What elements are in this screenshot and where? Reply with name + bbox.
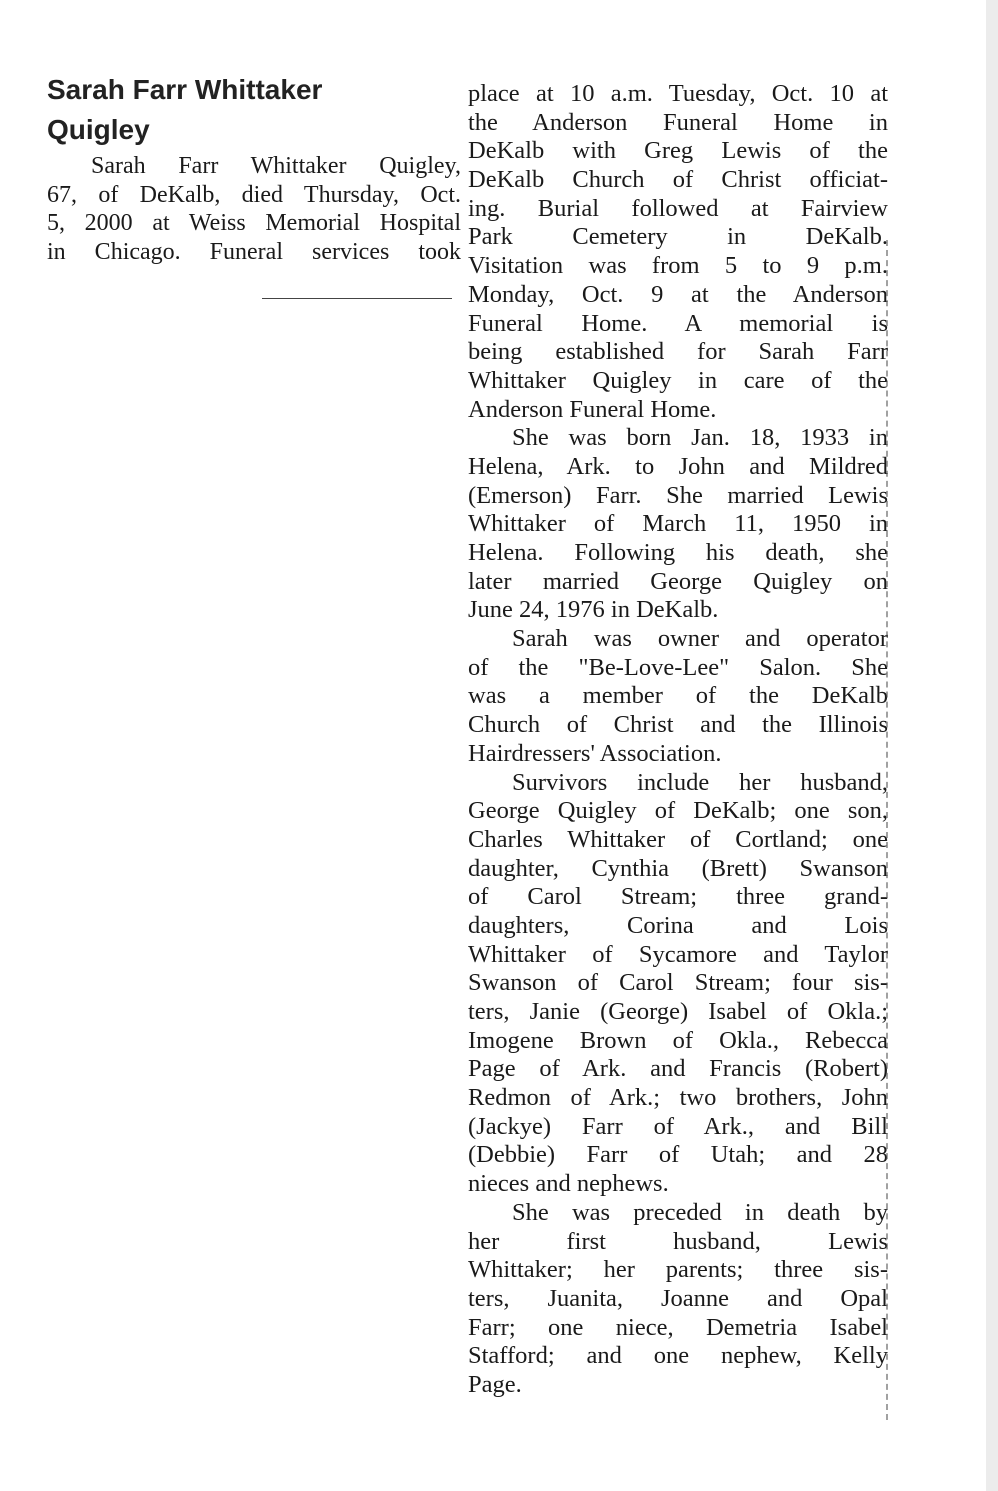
scan-artifact-marks (886, 240, 888, 1420)
text-line: of the "Be-Love-Lee" Salon. She (468, 653, 888, 681)
text-line: Sarah was owner and operator (512, 625, 888, 653)
text-line: Hairdressers' Association. (468, 739, 722, 767)
text-line: later married George Quigley on (468, 567, 888, 595)
text-line: Helena, Ark. to John and Mildred (468, 452, 888, 480)
text-line: her first husband, Lewis (468, 1227, 888, 1255)
text-line: ters, Janie (George) Isabel of Okla.; (468, 998, 888, 1025)
obituary-headline (47, 70, 447, 150)
text-line: Anderson Funeral Home. (468, 395, 717, 423)
text-line: Sarah Farr Whittaker Quigley, (91, 153, 461, 179)
left-column-text (47, 152, 461, 267)
right-column-text (468, 80, 888, 1400)
text-line: George Quigley of DeKalb; one son, (468, 797, 888, 825)
column-divider (262, 298, 452, 299)
text-line: (Jackye) Farr of Ark., and Bill (468, 1112, 888, 1140)
text-line: Whittaker of March 11, 1950 in (468, 510, 888, 538)
text-line: Whittaker Quigley in care of the (468, 366, 888, 394)
text-line: Swanson of Carol Stream; four sis- (468, 969, 888, 997)
text-line: Charles Whittaker of Cortland; one (468, 825, 888, 853)
headline-line: Quigley (47, 114, 150, 145)
text-line: ing. Burial followed at Fairview (468, 194, 888, 222)
text-line: Farr; one niece, Demetria Isabel (468, 1313, 888, 1341)
text-line: DeKalb with Greg Lewis of the (468, 137, 888, 165)
scan-edge (986, 0, 998, 1491)
text-line: Survivors include her husband, (512, 768, 888, 796)
text-line: (Debbie) Farr of Utah; and 28 (468, 1141, 888, 1169)
text-line: daughter, Cynthia (Brett) Swanson (468, 854, 888, 882)
text-line: Helena. Following his death, she (468, 539, 888, 566)
text-line: in Chicago. Funeral services took (47, 239, 461, 266)
text-line: ters, Juanita, Joanne and Opal (468, 1284, 888, 1312)
text-line: 67, of DeKalb, died Thursday, Oct. (47, 181, 461, 208)
headline-line: Sarah Farr Whittaker (47, 74, 323, 105)
text-line: Visitation was from 5 to 9 p.m. (468, 252, 888, 280)
text-line: Funeral Home. A memorial is (468, 309, 888, 337)
text-line: Church of Christ and the Illinois (468, 711, 888, 739)
text-line: (Emerson) Farr. She married Lewis (468, 481, 888, 509)
text-line: Page of Ark. and Francis (Robert) (468, 1055, 888, 1083)
text-line: Whittaker; her parents; three sis- (468, 1256, 888, 1284)
text-line: Park Cemetery in DeKalb. (468, 223, 888, 251)
text-line: DeKalb Church of Christ officiat- (468, 166, 888, 194)
text-line: Whittaker of Sycamore and Taylor (468, 940, 888, 968)
text-line: nieces and nephews. (468, 1170, 669, 1198)
text-line: Imogene Brown of Okla., Rebecca (468, 1026, 888, 1054)
text-line: being established for Sarah Farr (468, 338, 888, 366)
text-line: June 24, 1976 in DeKalb. (468, 596, 719, 624)
text-line: of Carol Stream; three grand- (468, 883, 888, 911)
text-line: She was preceded in death by (512, 1198, 888, 1226)
text-line: She was born Jan. 18, 1933 in (512, 424, 888, 452)
text-line: Redmon of Ark.; two brothers, John (468, 1084, 888, 1112)
text-line: place at 10 a.m. Tuesday, Oct. 10 at (468, 80, 888, 107)
text-line: Page. (468, 1370, 522, 1398)
text-line: Monday, Oct. 9 at the Anderson (468, 280, 888, 308)
text-line: Stafford; and one nephew, Kelly (468, 1342, 888, 1370)
text-line: the Anderson Funeral Home in (468, 108, 888, 136)
text-line: 5, 2000 at Weiss Memorial Hospital (47, 210, 461, 237)
text-line: was a member of the DeKalb (468, 682, 888, 710)
text-line: daughters, Corina and Lois (468, 911, 888, 939)
